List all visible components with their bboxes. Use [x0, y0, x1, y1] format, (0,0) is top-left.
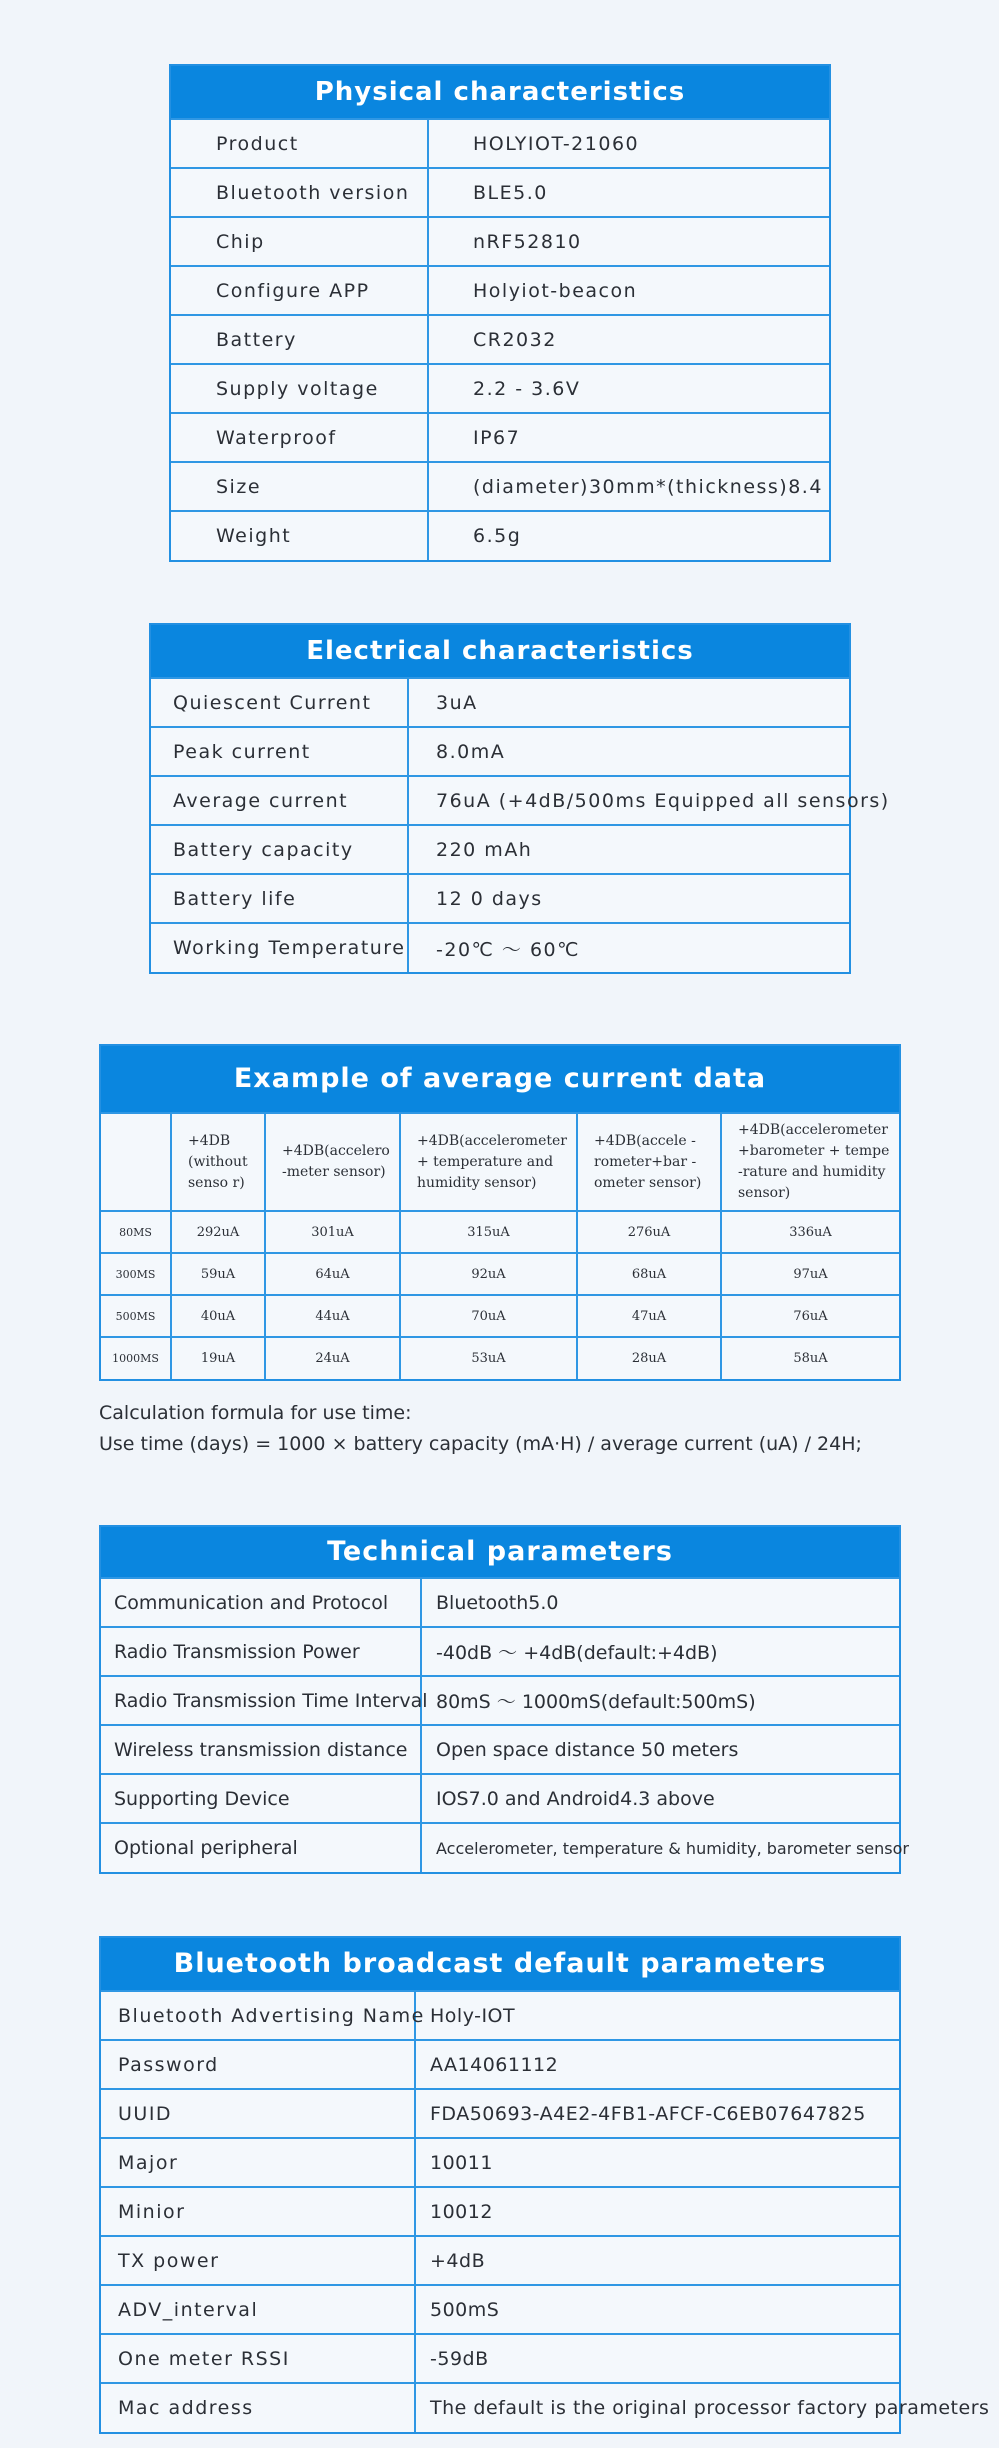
- broadcast-parameters-table: [99, 1936, 990, 2434]
- row-value: Holyiot-beacon: [428, 266, 829, 315]
- row-value: -59dB: [415, 2334, 899, 2383]
- current-value: 76uA: [721, 1295, 899, 1337]
- row-label: Weight: [171, 511, 428, 560]
- column-header: +4DB(accelerometer + temperature and humidity sensor): [400, 1113, 577, 1211]
- row-value: 3uA: [408, 678, 849, 727]
- table-row: [171, 511, 829, 560]
- row-label: Password: [101, 2040, 415, 2089]
- physical-rows: [171, 118, 829, 560]
- column-header: +4DB(accelero -meter sensor): [265, 1113, 400, 1211]
- table-row: [171, 315, 829, 364]
- row-value: -40dB 〜 +4dB(default:+4dB): [421, 1627, 899, 1676]
- row-value: IP67: [428, 413, 829, 462]
- table-row: [101, 2040, 899, 2089]
- row-value: 12 0 days: [408, 874, 849, 923]
- row-label: Communication and Protocol: [101, 1578, 421, 1627]
- column-header: +4DB (without senso r): [171, 1113, 265, 1211]
- table-row: [101, 1774, 899, 1823]
- table-row: [101, 2334, 899, 2383]
- row-label: Battery capacity: [151, 825, 408, 874]
- row-label: Optional peripheral: [101, 1823, 421, 1872]
- table-row: [101, 2383, 899, 2432]
- row-label: Bluetooth version: [171, 168, 428, 217]
- row-value: Holy-IOT: [415, 1991, 899, 2040]
- current-value: 53uA: [400, 1337, 577, 1379]
- row-label: Configure APP: [171, 266, 428, 315]
- table-row: [171, 462, 829, 511]
- table-row: [101, 2187, 899, 2236]
- column-header: [101, 1113, 171, 1211]
- current-value: 58uA: [721, 1337, 899, 1379]
- row-label: Radio Transmission Time Interval: [101, 1676, 421, 1725]
- column-header: +4DB(accele -rometer+bar -ometer sensor): [577, 1113, 721, 1211]
- table-row: [171, 217, 829, 266]
- row-label: UUID: [101, 2089, 415, 2138]
- table-row: [101, 1627, 899, 1676]
- current-value: 64uA: [265, 1253, 400, 1295]
- row-value: 6.5g: [428, 511, 829, 560]
- row-label: Major: [101, 2138, 415, 2187]
- row-value: FDA50693-A4E2-4FB1-AFCF-C6EB07647825: [415, 2089, 899, 2138]
- table-row: [101, 1253, 899, 1295]
- table-row: [151, 923, 849, 972]
- row-label: Working Temperature: [151, 923, 408, 972]
- current-value: 19uA: [171, 1337, 265, 1379]
- table-row: [101, 1991, 899, 2040]
- row-value: IOS7.0 and Android4.3 above: [421, 1774, 899, 1823]
- row-label: Wireless transmission distance: [101, 1725, 421, 1774]
- row-label: Mac address: [101, 2383, 415, 2432]
- row-value: AA14061112: [415, 2040, 899, 2089]
- row-label: TX power: [101, 2236, 415, 2285]
- broadcast-title: Bluetooth broadcast default parameters: [101, 1938, 899, 1990]
- table-row: [151, 874, 849, 923]
- interval-label: 500MS: [101, 1295, 171, 1337]
- formula-heading: Calculation formula for use time:: [99, 1402, 412, 1424]
- average-current-table: [99, 1044, 901, 1381]
- current-value: 276uA: [577, 1211, 721, 1253]
- average-current-title: Example of average current data: [101, 1046, 899, 1112]
- row-value: 80mS 〜 1000mS(default:500mS): [421, 1676, 899, 1725]
- technical-parameters-table: [99, 1525, 909, 1874]
- current-value: 24uA: [265, 1337, 400, 1379]
- current-value: 97uA: [721, 1253, 899, 1295]
- row-value: nRF52810: [428, 217, 829, 266]
- column-header-row: [101, 1113, 899, 1211]
- table-row: [171, 119, 829, 168]
- row-label: Quiescent Current: [151, 678, 408, 727]
- current-value: 301uA: [265, 1211, 400, 1253]
- electrical-rows: [151, 677, 890, 972]
- formula-text: Use time (days) = 1000 × battery capacity (mA·H) / average current (uA) / 24H;: [99, 1433, 862, 1455]
- technical-title: Technical parameters: [101, 1527, 899, 1577]
- table-row: [101, 1337, 899, 1379]
- row-value: 2.2 - 3.6V: [428, 364, 829, 413]
- row-value: HOLYIOT-21060: [428, 119, 829, 168]
- current-value: 92uA: [400, 1253, 577, 1295]
- row-label: ADV_interval: [101, 2285, 415, 2334]
- row-label: Supporting Device: [101, 1774, 421, 1823]
- row-value: (diameter)30mm*(thickness)8.4: [428, 462, 829, 511]
- use-time-formula: [99, 1398, 862, 1460]
- row-label: Battery life: [151, 874, 408, 923]
- row-label: Waterproof: [171, 413, 428, 462]
- row-value: 500mS: [415, 2285, 899, 2334]
- table-row: [151, 825, 849, 874]
- current-value: 68uA: [577, 1253, 721, 1295]
- row-label: Minior: [101, 2187, 415, 2236]
- electrical-title: Electrical characteristics: [151, 625, 849, 677]
- current-value: 47uA: [577, 1295, 721, 1337]
- row-label: Bluetooth Advertising Name: [101, 1991, 415, 2040]
- table-row: [151, 678, 849, 727]
- table-row: [151, 776, 849, 825]
- row-value: 10012: [415, 2187, 899, 2236]
- current-value: 44uA: [265, 1295, 400, 1337]
- table-row: [101, 2089, 899, 2138]
- current-value: 28uA: [577, 1337, 721, 1379]
- interval-label: 300MS: [101, 1253, 171, 1295]
- row-value: -20℃ 〜 60℃: [408, 923, 849, 972]
- table-row: [101, 1295, 899, 1337]
- broadcast-rows: [101, 1990, 990, 2432]
- table-row: [151, 727, 849, 776]
- physical-characteristics-table: [169, 64, 831, 562]
- table-row: [101, 2138, 899, 2187]
- table-row: [101, 2285, 899, 2334]
- row-value: 10011: [415, 2138, 899, 2187]
- column-header: +4DB(accelerometer +barometer + tempe -rature and humidity sensor): [721, 1113, 899, 1211]
- current-value: 336uA: [721, 1211, 899, 1253]
- current-value: 59uA: [171, 1253, 265, 1295]
- row-label: Radio Transmission Power: [101, 1627, 421, 1676]
- row-label: Battery: [171, 315, 428, 364]
- row-value: The default is the original processor factory parameters: [415, 2383, 899, 2432]
- interval-label: 1000MS: [101, 1337, 171, 1379]
- table-row: [101, 1676, 899, 1725]
- row-value: Open space distance 50 meters: [421, 1725, 899, 1774]
- table-row: [101, 2236, 899, 2285]
- row-label: Size: [171, 462, 428, 511]
- table-row: [101, 1725, 899, 1774]
- row-value: +4dB: [415, 2236, 899, 2285]
- row-value: 76uA (+4dB/500ms Equipped all sensors): [408, 776, 849, 825]
- row-value: CR2032: [428, 315, 829, 364]
- row-label: Average current: [151, 776, 408, 825]
- table-row: [171, 168, 829, 217]
- current-value: 292uA: [171, 1211, 265, 1253]
- table-row: [101, 1578, 899, 1627]
- row-label: Peak current: [151, 727, 408, 776]
- row-label: Chip: [171, 217, 428, 266]
- row-value: 8.0mA: [408, 727, 849, 776]
- table-row: [171, 413, 829, 462]
- physical-title: Physical characteristics: [171, 66, 829, 118]
- current-value: 315uA: [400, 1211, 577, 1253]
- table-row: [171, 266, 829, 315]
- average-current-grid: [101, 1112, 899, 1379]
- table-row: [101, 1823, 899, 1872]
- current-value: 40uA: [171, 1295, 265, 1337]
- electrical-characteristics-table: [149, 623, 890, 974]
- technical-rows: [101, 1577, 909, 1872]
- table-row: [171, 364, 829, 413]
- row-value: Accelerometer, temperature & humidity, barometer sensor: [421, 1823, 899, 1872]
- row-value: Bluetooth5.0: [421, 1578, 899, 1627]
- table-row: [101, 1211, 899, 1253]
- row-value: 220 mAh: [408, 825, 849, 874]
- current-value: 70uA: [400, 1295, 577, 1337]
- interval-label: 80MS: [101, 1211, 171, 1253]
- row-label: Supply voltage: [171, 364, 428, 413]
- row-value: BLE5.0: [428, 168, 829, 217]
- row-label: One meter RSSI: [101, 2334, 415, 2383]
- row-label: Product: [171, 119, 428, 168]
